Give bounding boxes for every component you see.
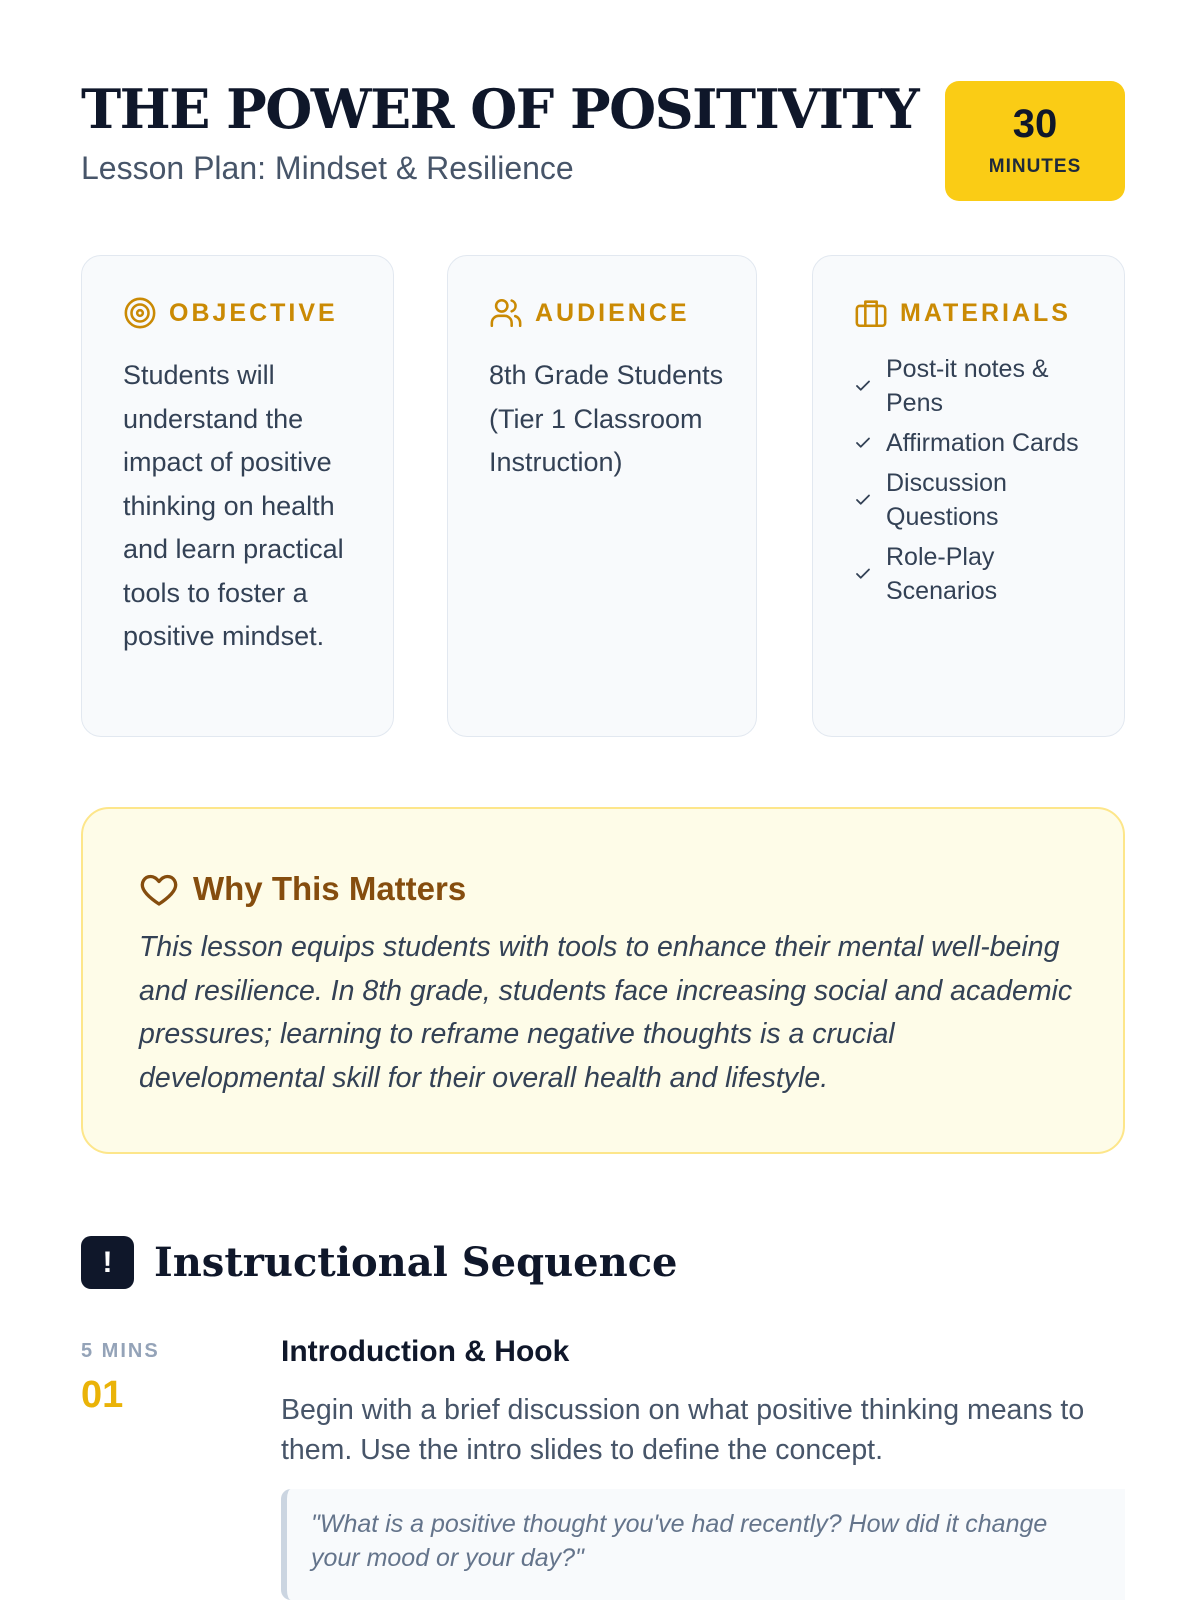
step-description: Begin with a brief discussion on what positive thinking means to them. Use the intro slides to define the concept.: [281, 1394, 1085, 1466]
audience-card-header: [489, 296, 690, 330]
list-item: [854, 426, 1104, 460]
alert-icon: !: [81, 1236, 134, 1289]
step-number: 01: [81, 1374, 124, 1416]
target-icon: [123, 296, 157, 330]
objective-text: Students will understand the impact of positive thinking on health and learn practical tools to foster a positive mindset.: [123, 360, 344, 651]
list-item: [854, 540, 1104, 608]
audience-card: [447, 255, 757, 737]
materials-list: [854, 352, 1104, 614]
page-subtitle: Lesson Plan: Mindset & Resilience: [81, 150, 574, 186]
audience-text: 8th Grade Students (Tier 1 Classroom Instruction): [489, 360, 724, 477]
material-item: Post-it notes & Pens: [886, 355, 1049, 417]
why-this-matters-panel: [81, 807, 1125, 1154]
check-icon: [854, 491, 872, 509]
check-icon: [854, 434, 872, 452]
step-time: 5 MINS: [81, 1340, 160, 1362]
material-item: Affirmation Cards: [886, 429, 1079, 457]
objective-label: OBJECTIVE: [169, 298, 338, 327]
objective-card-header: [123, 296, 338, 330]
materials-label: MATERIALS: [900, 298, 1071, 327]
duration-badge: [945, 81, 1125, 201]
duration-value: 30: [1012, 102, 1058, 146]
step-title: Introduction & Hook: [281, 1335, 570, 1368]
why-text: This lesson equips students with tools to enhance their mental well-being and resilience. In 8th grade, students face increasing social and academic pressures; learning to reframe negative thoughts is a crucial developmental skill for their overall health and lifestyle.: [139, 931, 1073, 1094]
materials-card: [812, 255, 1125, 737]
why-header: [139, 869, 466, 909]
check-icon: [854, 377, 872, 395]
heart-icon: [139, 869, 179, 909]
list-item: [854, 352, 1104, 420]
objective-card: [81, 255, 394, 737]
material-item: Discussion Questions: [886, 469, 1007, 531]
users-icon: [489, 296, 523, 330]
list-item: [854, 466, 1104, 534]
material-item: Role-Play Scenarios: [886, 543, 998, 605]
materials-card-header: [854, 296, 1071, 330]
why-title: Why This Matters: [193, 870, 467, 907]
audience-label: AUDIENCE: [535, 298, 690, 327]
sequence-header: [81, 1236, 678, 1289]
step-quote: "What is a positive thought you've had recently? How did it change your mood or your day?": [281, 1489, 1125, 1600]
check-icon: [854, 565, 872, 583]
sequence-title: Instructional Sequence: [154, 1239, 678, 1286]
duration-unit: MINUTES: [988, 156, 1082, 177]
page-title: THE POWER OF POSITIVITY: [81, 77, 919, 141]
briefcase-icon: [854, 296, 888, 330]
